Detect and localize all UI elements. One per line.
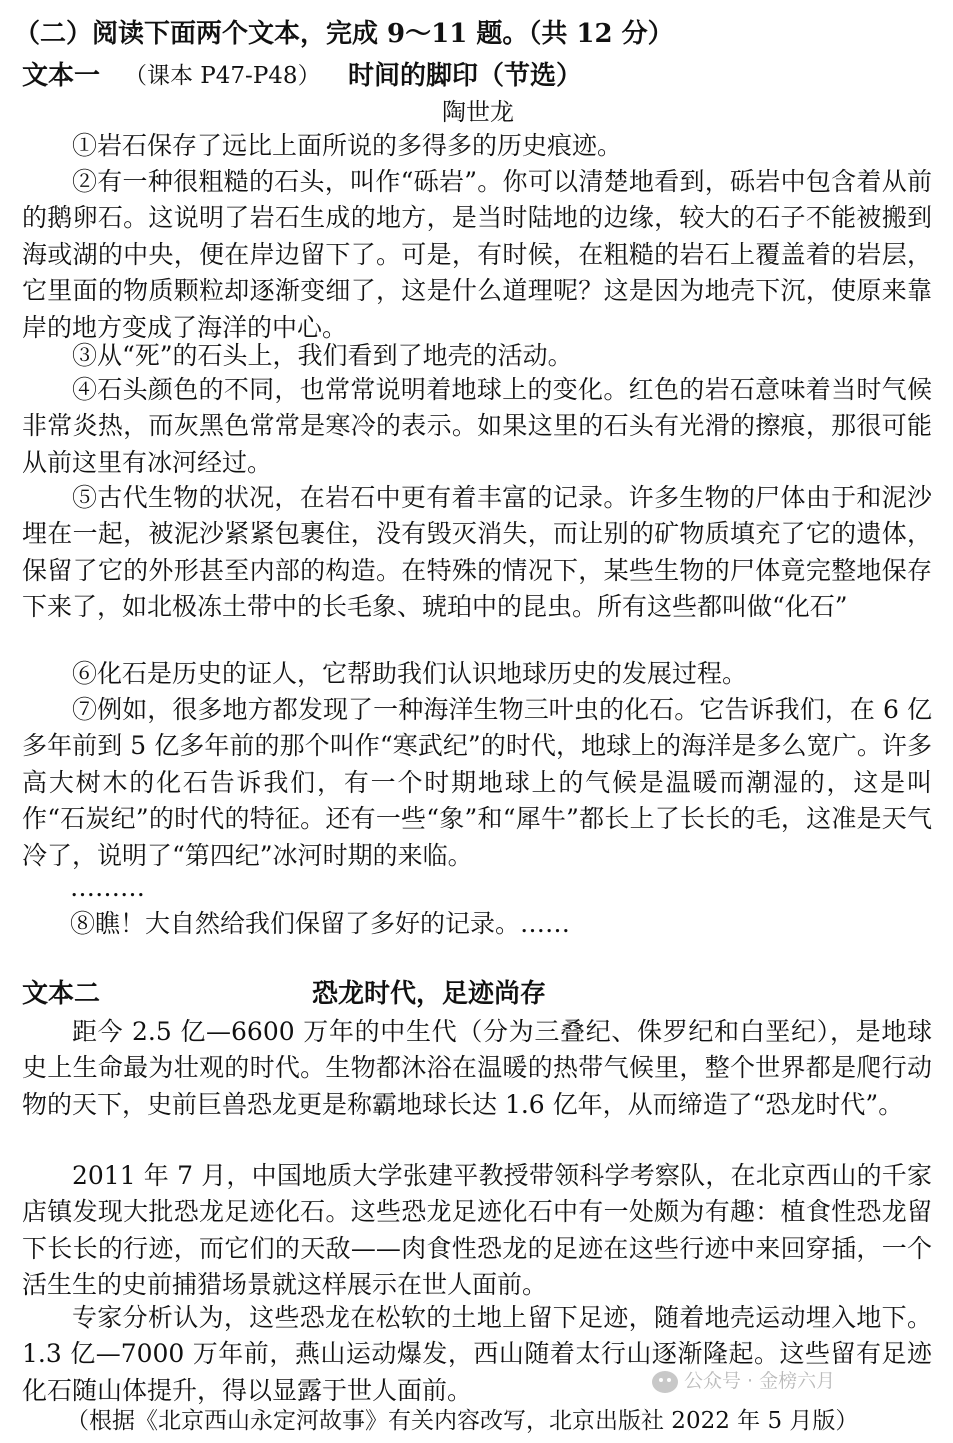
text2-paragraph-2: 2011 年 7 月，中国地质大学张建平教授带领科学考察队，在北京西山的千家店镇发现大批恐龙足迹化石。这些恐龙足迹化石中有一处颇为有趣：植食性恐龙留下长长的行迹，而它们的天敌——肉食性恐龙的足迹在这些行迹中来回穿插，一个活生生的史前捕猎场景就这样展示在世人面前。 <box>22 1161 932 1300</box>
text1-paragraph-1: ①岩石保存了远比上面所说的多得多的历史痕迹。 <box>72 131 623 160</box>
text1-paragraph-5: ⑤古代生物的状况，在岩石中更有着丰富的记录。许多生物的尸体由于和泥沙埋在一起，被泥沙紧紧包裹住，没有毁灭消失，而让别的矿物质填充了它的遗体，保留了它的外形甚至内部的构造。在特殊的情况下，某些生物的尸体竟完整地保存下来了，如北极冻土带中的长毛象、琥珀中的昆虫。所有这些都叫做“化石” <box>22 483 932 622</box>
wechat-icon <box>652 1371 678 1393</box>
text1-paragraph-6: ⑥化石是历史的证人，它帮助我们认识地球历史的发展过程。 <box>72 659 748 688</box>
text2-paragraph-3: 专家分析认为，这些恐龙在松软的土地上留下足迹，随着地壳运动埋入地下。1.3 亿—7000 万年前，燕山运动爆发，西山随着太行山逐渐隆起。这些留有足迹化石随山体提升，得以显露于世人面前。 <box>22 1303 932 1405</box>
text1-paragraph-2: ②有一种很粗糙的石头，叫作“砾岩”。你可以清楚地看到，砾岩中包含着从前的鹅卵石。这说明了岩石生成的地方，是当时陆地的边缘，较大的石子不能被搬到海或湖的中央，便在岸边留下了。可是，有时候，在粗糙的岩石上覆盖着的岩层，它里面的物质颗粒却逐渐变细了，这是什么道理呢？这是因为地壳下沉，使原来靠岸的地方变成了海洋的中心。 <box>22 167 932 342</box>
text1-paragraph-8: ⑧瞧！大自然给我们保留了多好的记录。…… <box>70 909 571 938</box>
text1-ellipsis: ……… <box>70 873 145 902</box>
watermark-text: 公众号 · 金榜六月 <box>684 1370 836 1392</box>
source-note: （根据《北京西山永定河故事》有关内容改写，北京出版社 2022 年 5 月版） <box>66 1408 859 1434</box>
text1-author: 陶世龙 <box>442 98 514 126</box>
text1-source: （课本 P47-P48） <box>124 63 321 89</box>
watermark <box>652 1366 835 1393</box>
text1-paragraph-3: ③从“死”的石头上，我们看到了地壳的活动。 <box>72 341 573 370</box>
text2-paragraph-1: 距今 2.5 亿—6600 万年的中生代（分为三叠纪、侏罗纪和白垩纪），是地球史上生命最为壮观的时代。生物都沐浴在温暖的热带气候里，整个世界都是爬行动物的天下，史前巨兽恐龙更是称霸地球长达 1.6 亿年，从而缔造了“恐龙时代”。 <box>22 1017 932 1119</box>
text1-title: 时间的脚印（节选） <box>348 61 583 91</box>
text1-label: 文本一 <box>22 61 101 91</box>
text1-paragraph-4: ④石头颜色的不同，也常常说明着地球上的变化。红色的岩石意味着当时气候非常炎热，而灰黑色常常是寒冷的表示。如果这里的石头有光滑的擦痕，那很可能从前这里有冰河经过。 <box>22 375 932 477</box>
text2-title: 恐龙时代，足迹尚存 <box>312 979 547 1009</box>
text2-label: 文本二 <box>22 979 101 1009</box>
text1-paragraph-7: ⑦例如，很多地方都发现了一种海洋生物三叶虫的化石。它告诉我们，在 6 亿多年前到 5 亿多年前的那个叫作“寒武纪”的时代，地球上的海洋是多么宽广。许多高大树木的化石告诉我们，有一个时期地球上的气候是温暖而潮湿的，这是叫作“石炭纪”的时代的特征。还有一些“象”和“犀牛”都长上了长长的毛，这准是天气冷了，说明了“第四纪”冰河时期的来临。 <box>22 695 932 870</box>
section-heading: （二）阅读下面两个文本，完成 9～11 题。（共 12 分） <box>14 19 674 49</box>
